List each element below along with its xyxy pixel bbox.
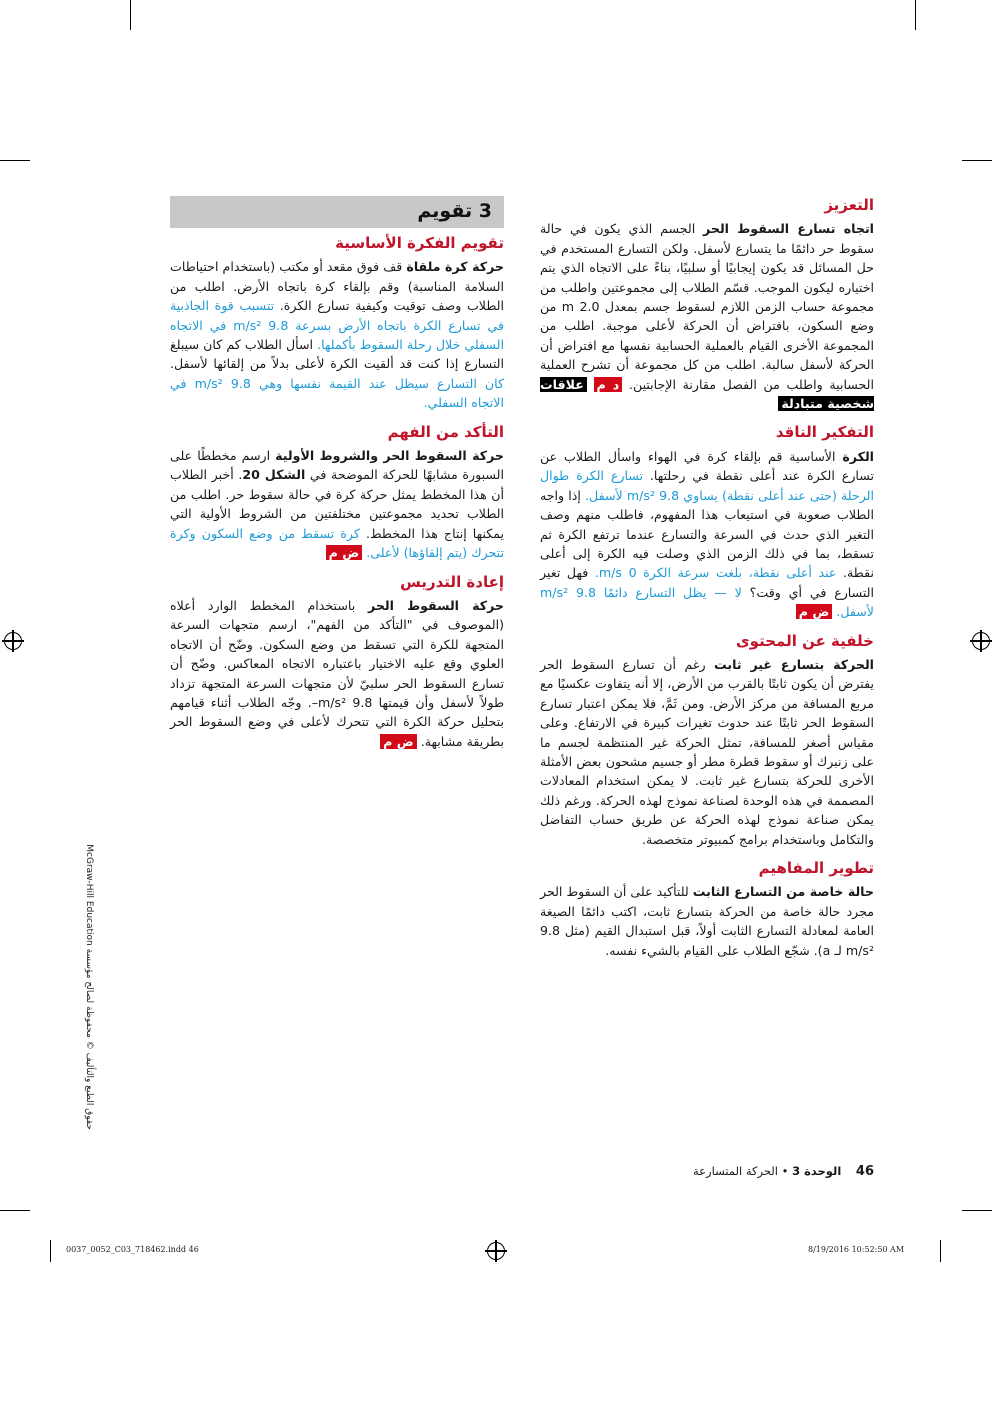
unit-title: الحركة المتسارعة — [693, 1164, 778, 1178]
reteach-paragraph — [170, 596, 504, 751]
reinforcement-lead: اتجاه تسارع السقوط الحر — [703, 221, 874, 237]
content-background-lead: الحركة بتسارع غير ثابت — [714, 656, 875, 672]
reteach-text: باستخدام المخطط الوارد أعلاه (الموصوف في "التأكد من الفهم"، ارسم متجهات السرعة المتجهة للكرة التي تسقط من وضع السكون. وضّح أن الاتجاه العلوي وقع عليه الاختيار باعتباره الاتجاه المعاكس. وضّح أن تسارع السقوط الحر سلبيّ لأن متجهات السرعة المتجهة تزداد طولاً لأسفل وأن قيمتها 9.8 m/s²–. وجّه الطلاب أثناء قيامهم بتحليل حركة الكرة التي تتحرك لأعلى في وضع السقوط الحر بطريقة مشابهة. — [170, 597, 504, 749]
critical-thinking-paragraph — [540, 447, 874, 622]
page-number: 46 — [855, 1164, 874, 1179]
right-column — [540, 196, 874, 960]
reteach-lead: حركة السقوط الحر — [367, 597, 505, 613]
answer-text: كرة تسقط من وضع السكون وكرة تتحرك (يتم إلقاؤها) لأعلى. — [170, 525, 504, 561]
concept-development-paragraph — [540, 882, 874, 960]
copyright-note: حقوق الطبع والتأليف © محفوظة لصالح مؤسسة McGraw-Hill Education — [84, 844, 94, 1130]
critical-thinking-text: إذا واجه الطلاب صعوبة في استيعاب هذا المفهوم، فاطلب منهم وصف التغير الذي حدث في السرعة والتسارع عندما ترتفع الكرة ثم تسقط، بما في ذلك الزمن الذي وصلت فيه الكرة إلى أعلى نقطة. — [540, 487, 875, 581]
answer-text: تتسبب قوة الجاذبية في تسارع الكرة باتجاه الأرض بسرعة 9.8 m/s² في الاتجاه السفلي خلال رحلة السقوط بأكملها. — [170, 298, 504, 353]
critical-thinking-lead: الكرة — [842, 448, 874, 464]
slug-file: 0037_0052_C03_718462.indd 46 — [66, 1245, 199, 1254]
answer-text: لا — يظل التسارع دائمًا 9.8 m/s² لأسفل. — [540, 584, 874, 620]
crop-mark — [915, 0, 916, 30]
reinforcement-text: الجسم الذي يكون في حالة سقوط حر دائمًا ما يتسارع لأسفل. ولكن التسارع المستخدم في حل المسائل قد يكون إيجابيًا أو سلبيًا، بناءً على الاتجاه الذي يتم اختياره ليكون الموجب. قسّم الطلاب إلى مجموعتين واطلب من مجموعة حساب الزمن اللازم لسقوط جسم بمعدل 2.0 m من وضع السكون، بافتراض أن الحركة لأعلى موجبة. اطلب من المجموعة الأخرى القيام بالعملية الحسابية نفسها مع افتراض أن الحركة لأسفل سالبة. اطلب من كل مجموعة أن تشرح العملية الحسابية واطلب من الفصل مقارنة الإجابتين. — [540, 221, 874, 392]
differentiation-tag: د م — [594, 377, 623, 392]
critical-thinking-text: فهل تغير التسارع في أي وقت؟ — [540, 565, 874, 600]
concept-development-heading: تطوير المفاهيم — [758, 859, 874, 877]
slug-date: 8/19/2016 10:52:50 AM — [808, 1245, 905, 1254]
crop-mark — [962, 160, 992, 161]
check-understanding-text: ارسم مخططًا على السبورة مشابهًا للحركة الموضحة في — [170, 448, 504, 483]
core-idea-heading: تقويم الفكرة الأساسية — [335, 234, 504, 252]
concept-development-text: للتأكيد على أن السقوط الحر مجرد حالة خاصة من الحركة بتسارع ثابت، اكتب دائمًا الصيغة العامة لمعادلة التسارع الثابت أولاً، قبل استبدال القيم (مثل 9.8 m/s² لـ a). شجّع الطلاب على القيام بالشيء نفسه. — [540, 884, 874, 958]
core-idea-text: قف فوق مقعد أو مكتب (باستخدام احتياطات السلامة المناسبة) وقم بإلقاء كرة باتجاه الأرض. اطلب من الطلاب وصف توقيت وكيفية تسارع الكرة. — [170, 259, 504, 314]
left-column — [170, 196, 504, 751]
registration-mark-icon — [4, 632, 22, 650]
differentiation-tag: ض م — [796, 604, 833, 619]
crop-mark — [50, 1240, 51, 1262]
concept-development-lead: حالة خاصة من التسارع الثابت — [692, 884, 874, 900]
assessment-bar: 3 تقويم — [170, 196, 504, 228]
crop-mark — [940, 1240, 941, 1262]
crop-mark — [962, 1210, 992, 1211]
crop-mark — [0, 160, 30, 161]
critical-thinking-heading: التفكير الناقد — [775, 423, 874, 442]
page-footer — [540, 1164, 874, 1179]
answer-text: كان التسارع سيظل عند القيمة نفسها وهي 9.8 m/s² في الاتجاه السفلي. — [170, 375, 504, 411]
critical-thinking-text: الأساسية قم بإلقاء كرة في الهواء واسأل الطلاب عن تسارع الكرة عند أعلى نقطة في رحلتها. — [540, 448, 874, 484]
footer-bullet: • — [781, 1164, 789, 1178]
unit-label: الوحدة 3 — [792, 1164, 842, 1178]
reteach-heading: إعادة التدريس — [400, 572, 504, 591]
crop-mark — [0, 1210, 30, 1211]
content-background-text: رغم أن تسارع السقوط الحر يفترض أن يكون ثابتًا بالقرب من الأرض، إلا أنه يتفاوت عكسيًا مع مربع المسافة من مركز الأرض. ومن ثَمَّ، فلا يمكن اعتبار تسارع السقوط الحر ثابتًا عند حدوث تغيرات كبيرة في الارتفاع. وعلى مقياس أصغر للمسافة، تمثل الحركة غير المنتظمة لجسم ما على زنبرك أو سقوط قطرة مطر أو جسيم مشحون بعض الأمثلة الأخرى للحركة بتسارع غير ثابت. لا يمكن استخدام المعادلات المصممة في هذه الوحدة لصناعة نموذج لهذه الحركة. ورغم ذلك يمكن صناعة نموذج لهذه الحركة عن طريق حساب التفاضل والتكامل وباستخدام برامج كمبيوتر متخصصة. — [540, 656, 874, 847]
check-understanding-lead: حركة السقوط الحر والشروط الأولية — [275, 448, 504, 464]
answer-text: تسارع الكرة طوال الرحلة (حتى عند أعلى نقطة) يساوي 9.8 m/s² لأسفل. — [540, 468, 875, 503]
crop-mark — [130, 0, 131, 30]
registration-mark-icon — [972, 632, 990, 650]
differentiation-tag: ض م — [326, 545, 363, 560]
check-understanding-heading: التأكد من الفهم — [387, 422, 504, 441]
content-background-paragraph — [540, 655, 874, 849]
core-idea-text: اسأل الطلاب كم كان سيبلغ التسارع إذا كنت قد ألقيت الكرة لأعلى بدلاً من إلقائها لأسفل. — [170, 337, 504, 372]
answer-text: عند أعلى نقطة، بلغت سرعة الكرة 0 m/s. — [594, 565, 837, 581]
differentiation-tag: ض م — [380, 734, 417, 749]
reinforcement-heading: التعزيز — [824, 196, 874, 214]
interpersonal-tag: علاقات شخصية متبادلة — [540, 376, 874, 412]
registration-mark-icon — [487, 1242, 505, 1260]
figure-reference: الشكل 20 — [242, 467, 306, 483]
check-understanding-text: . أخبر الطلاب أن هذا المخطط يمثل حركة كرة في حالة سقوط حر. اطلب من الطلاب تحديد مجموعتين مختلفتين من الشروط الأولية التي يمكنها إنتاج هذا المخطط. — [170, 467, 504, 541]
content-background-heading: خلفية عن المحتوى — [735, 631, 874, 650]
check-understanding-paragraph — [170, 446, 504, 562]
core-idea-lead: حركة كرة ملقاة — [406, 259, 504, 275]
reinforcement-paragraph — [540, 219, 874, 413]
core-idea-paragraph — [170, 257, 504, 412]
